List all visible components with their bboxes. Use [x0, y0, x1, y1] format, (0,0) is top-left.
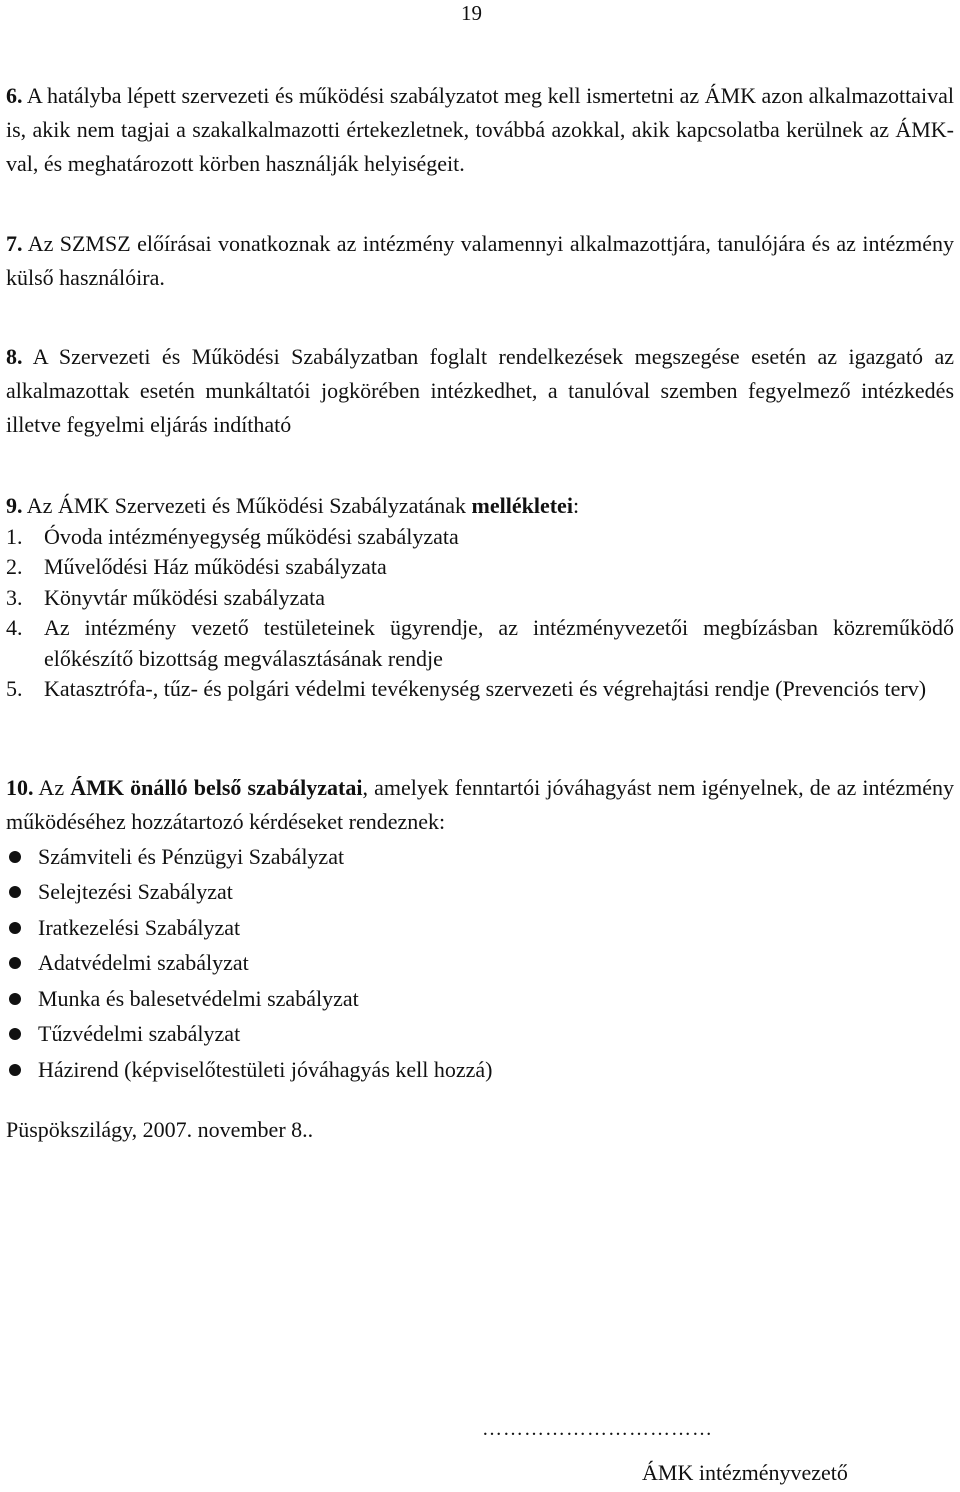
section-10-pre: Az [33, 775, 71, 800]
paragraph-6-number: 6. [6, 83, 23, 108]
list-item [6, 522, 954, 553]
section-9 [6, 491, 954, 705]
signature-name: ÁMK intézményvezető [642, 1460, 848, 1485]
list-item [6, 1052, 954, 1088]
list-item [6, 839, 954, 875]
paragraph-6 [6, 79, 954, 181]
section-10-number: 10. [6, 775, 34, 800]
list-item [6, 1017, 954, 1053]
list-item-text: Katasztrófa-, tűz- és polgári védelmi tevékenység szervezeti és végrehajtási rendje (Prevenciós terv) [44, 676, 927, 701]
bullet-icon [9, 886, 21, 898]
list-item-text: Az intézmény vezető testületeinek ügyrendje, az intézményvezetői megbízásban közreműködő előkészítő bizottság megválasztásának rendje [44, 615, 954, 671]
list-item-number: 5. [6, 676, 23, 701]
section-9-colon: : [572, 493, 580, 518]
list-item [6, 674, 954, 705]
section-9-bold: mellékletei [471, 493, 573, 518]
list-item-text: Selejtezési Szabályzat [38, 879, 233, 905]
place-date: Püspökszilágy, 2007. november 8.. [6, 1117, 314, 1142]
bullet-icon [9, 1064, 21, 1076]
list-item-text: Munka és balesetvédelmi szabályzat [38, 985, 359, 1011]
section-10-heading [6, 771, 954, 839]
paragraph-7-number: 7. [6, 231, 23, 256]
list-item [6, 552, 954, 583]
list-item-text: Iratkezelési Szabályzat [38, 914, 241, 940]
list-item-number: 3. [6, 584, 23, 610]
list-item-number: 2. [6, 554, 23, 579]
paragraph-6-text: A hatályba lépett szervezeti és működési szabályzatot meg kell ismertetni az ÁMK azon alkalmazottaival is, akik nem tagjai a szakalkalmazotti értekezletnek, továbbá azokkal, akik kapcsolatba kerülnek az ÁMK-val, és meghatározott körben használják helyiségeit. [6, 83, 954, 176]
page-number: 19 [461, 1, 482, 25]
bullet-icon [9, 993, 21, 1005]
list-item [6, 875, 954, 911]
annex-list [6, 522, 954, 705]
list-item-text: Könyvtár működési szabályzata [44, 584, 326, 610]
section-9-heading [6, 491, 954, 522]
section-10 [6, 771, 954, 1088]
section-10-text: , amelyek fenntartói jóváhagyást nem igényelnek, de az intézmény működéséhez hozzátartozó kérdéseket rendeznek: [6, 775, 954, 834]
list-item [6, 946, 954, 982]
list-item [6, 583, 954, 614]
bullet-icon [9, 1028, 21, 1040]
section-10-bold: ÁMK önálló belső szabályzatai [70, 775, 363, 800]
list-item [6, 981, 954, 1017]
paragraph-7-text: Az SZMSZ előírásai vonatkoznak az intézmény valamennyi alkalmazottjára, tanulójára és az intézmény külső használóira. [6, 231, 954, 290]
paragraph-8 [6, 340, 954, 442]
rules-list [6, 839, 954, 1088]
list-item [6, 613, 954, 674]
paragraph-7 [6, 227, 954, 295]
list-item-number: 4. [6, 615, 23, 640]
list-item-text: Művelődési Ház működési szabályzata [44, 554, 387, 579]
list-item-text: Tűzvédelmi szabályzat [38, 1021, 241, 1047]
section-9-text: Az ÁMK Szervezeti és Működési Szabályzatának [22, 493, 472, 518]
list-item-text: Óvoda intézményegység működési szabályzata [44, 523, 459, 549]
bullet-icon [9, 957, 21, 969]
list-item-text: Számviteli és Pénzügyi Szabályzat [38, 843, 345, 869]
paragraph-8-text: A Szervezeti és Működési Szabályzatban foglalt rendelkezések megszegése esetén az igazgató az alkalmazottak esetén munkáltatói jogkörében intézkedhet, a tanulóval szemben fegyelmező intézkedés illetve fegyelmi eljárás indítható [6, 344, 954, 437]
bullet-icon [9, 922, 21, 934]
bullet-icon [9, 851, 21, 863]
list-item-text: Adatvédelmi szabályzat [38, 950, 249, 976]
paragraph-8-number: 8. [6, 344, 23, 369]
list-item-text: Házirend (képviselőtestületi jóváhagyás kell hozzá) [38, 1056, 493, 1082]
list-item-number: 1. [6, 523, 23, 549]
section-9-number: 9. [6, 493, 23, 518]
list-item [6, 910, 954, 946]
signature-line: …………………………… [482, 1418, 713, 1440]
